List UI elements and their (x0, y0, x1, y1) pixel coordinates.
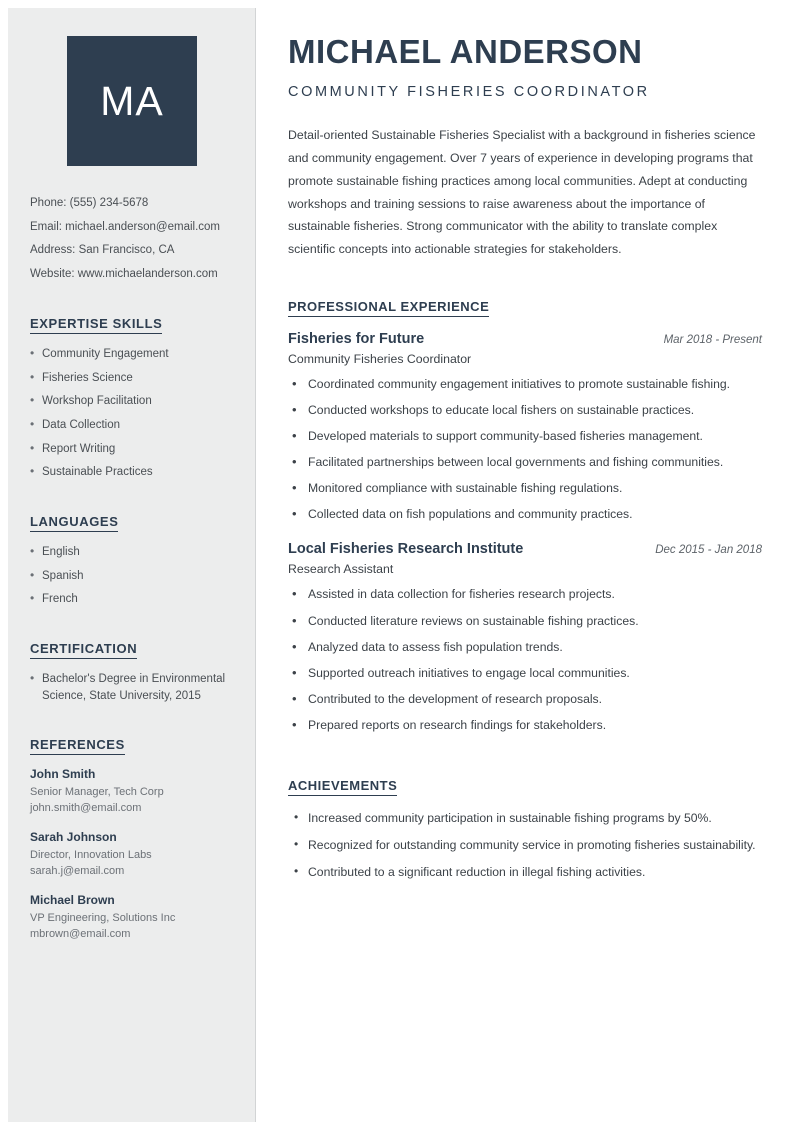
professional-summary: Detail-oriented Sustainable Fisheries Specialist with a background in fisheries science and community engagement. Over 7 years of experience in developing programs that promote sustainable fishing practices among local communities. Adept at conducting workshops and training sessions to raise awareness about the importance of sustainable fisheries. Strong communicator with the ability to translate complex scientific concepts into actionable strategies for stakeholders. (288, 128, 756, 256)
contact-email: Email: michael.anderson@email.com (30, 220, 220, 233)
skills-list (30, 346, 234, 481)
experience-section (288, 273, 762, 734)
list-item: • Sustainable Practices (30, 464, 234, 481)
reference-email: sarah.j@email.com (30, 865, 125, 878)
job-role-subtitle: COMMUNITY FISHERIES COORDINATOR (288, 84, 650, 101)
experience-header (288, 541, 762, 557)
languages-section (30, 488, 234, 608)
references-section (30, 711, 234, 943)
achievements-heading: ACHIEVEMENTS (288, 778, 397, 796)
responsibility-list (288, 376, 762, 523)
page-title: MICHAEL ANDERSON (288, 33, 643, 70)
experience-entry (288, 541, 762, 733)
list-item: • Report Writing (30, 441, 234, 458)
list-item: • Analyzed data to assess fish population trends. (288, 639, 762, 656)
achievements-section (288, 752, 762, 881)
achievements-list (288, 810, 762, 881)
list-item: • Assisted in data collection for fisheries research projects. (288, 586, 762, 603)
list-item: • Collected data on fish populations and community practices. (288, 506, 762, 523)
list-item: • Data Collection (30, 417, 234, 434)
list-item: • Contributed to a significant reduction in illegal fishing activities. (288, 864, 762, 881)
list-item: • Conducted literature reviews on sustainable fishing practices. (288, 613, 762, 630)
list-item: • Monitored compliance with sustainable fishing regulations. (288, 480, 762, 497)
list-item: • Fisheries Science (30, 370, 234, 387)
certification-section (30, 615, 234, 704)
list-item: • Recognized for outstanding community service in promoting fisheries sustainability. (288, 837, 762, 854)
list-item: • Spanish (30, 568, 234, 585)
list-item: • English (30, 544, 234, 561)
employment-dates: Mar 2018 - Present (663, 334, 762, 346)
position-title: Community Fisheries Coordinator (288, 352, 472, 366)
skills-heading: EXPERTISE SKILLS (30, 316, 162, 334)
reference-name: Michael Brown (30, 893, 115, 908)
references-heading: REFERENCES (30, 737, 125, 755)
contact-block (30, 196, 234, 282)
company-name: Fisheries for Future (288, 331, 425, 347)
reference-name: Sarah Johnson (30, 830, 117, 845)
list-item: • Coordinated community engagement initiatives to promote sustainable fishing. (288, 376, 762, 393)
languages-heading: LANGUAGES (30, 514, 118, 532)
list-item: • Increased community participation in sustainable fishing programs by 50%. (288, 810, 762, 827)
reference-email: john.smith@email.com (30, 802, 142, 815)
contact-website: Website: www.michaelanderson.com (30, 267, 218, 280)
list-item: • Facilitated partnerships between local governments and fishing communities. (288, 454, 762, 471)
reference-email: mbrown@email.com (30, 928, 131, 941)
list-item (30, 893, 234, 943)
experience-header (288, 331, 762, 347)
reference-title: Director, Innovation Labs (30, 849, 152, 862)
list-item: • French (30, 591, 234, 608)
list-item: • Contributed to the development of research proposals. (288, 691, 762, 708)
sidebar (8, 8, 256, 1122)
experience-heading: PROFESSIONAL EXPERIENCE (288, 299, 489, 317)
skills-section (30, 290, 234, 481)
main-content (256, 8, 792, 1122)
certification-list (30, 671, 234, 704)
languages-list (30, 544, 234, 608)
list-item: • Prepared reports on research findings for stakeholders. (288, 717, 762, 734)
list-item: • Conducted workshops to educate local fishers on sustainable practices. (288, 402, 762, 419)
certification-heading: CERTIFICATION (30, 641, 137, 659)
responsibility-list (288, 586, 762, 733)
list-item: • Bachelor's Degree in Environmental Science, State University, 2015 (30, 671, 234, 704)
avatar-wrapper (30, 36, 234, 166)
reference-name: John Smith (30, 767, 96, 782)
list-item: • Developed materials to support community-based fisheries management. (288, 428, 762, 445)
avatar-monogram: MA (67, 36, 197, 166)
position-title: Research Assistant (288, 562, 394, 577)
list-item: • Supported outreach initiatives to engage local communities. (288, 665, 762, 682)
list-item (30, 830, 234, 880)
list-item: • Workshop Facilitation (30, 393, 234, 410)
list-item (30, 767, 234, 817)
company-name: Local Fisheries Research Institute (288, 541, 524, 558)
reference-title: VP Engineering, Solutions Inc (30, 912, 176, 925)
contact-phone: Phone: (555) 234-5678 (30, 197, 149, 209)
employment-dates: Dec 2015 - Jan 2018 (655, 544, 762, 557)
list-item: • Community Engagement (30, 346, 234, 363)
experience-entry (288, 331, 762, 523)
reference-title: Senior Manager, Tech Corp (30, 786, 164, 799)
contact-address: Address: San Francisco, CA (30, 244, 175, 257)
